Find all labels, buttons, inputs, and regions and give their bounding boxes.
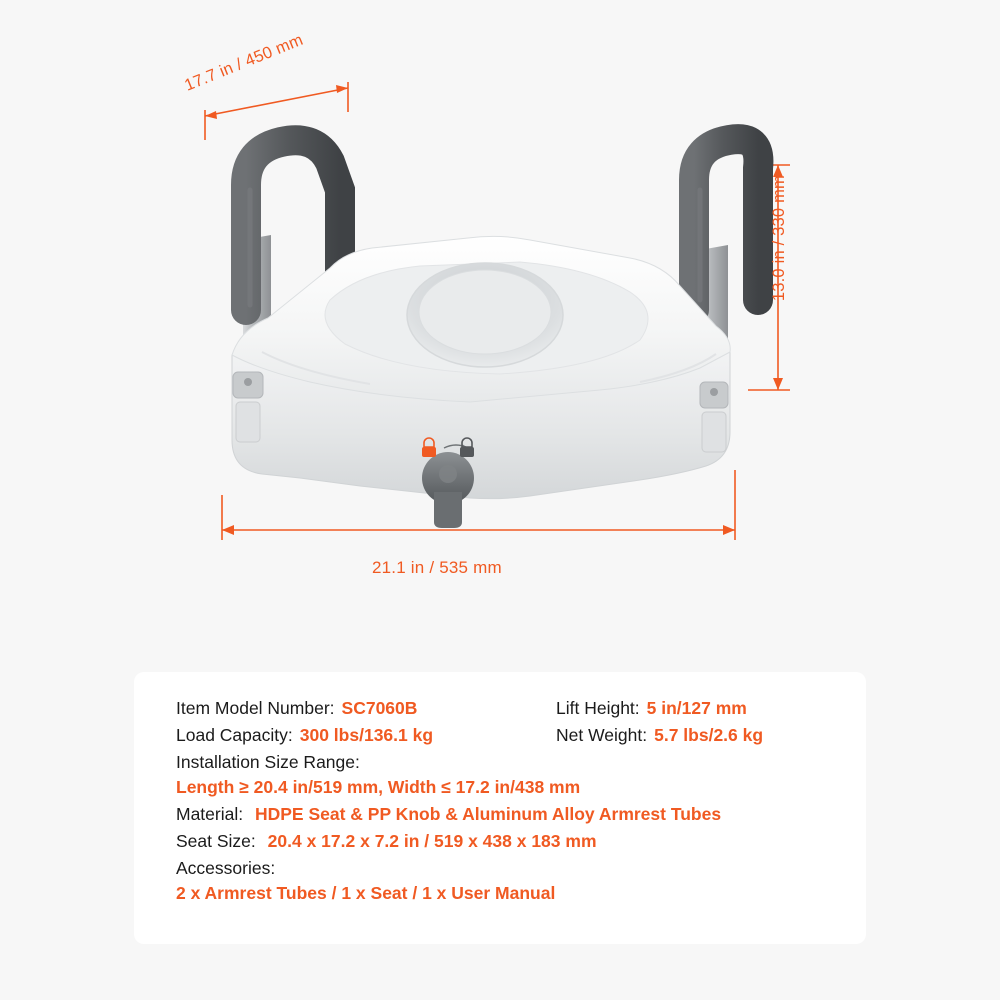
spec-value-material: HDPE Seat & PP Knob & Aluminum Alloy Armrest Tubes	[254, 804, 722, 824]
spec-item-net-weight	[556, 725, 763, 746]
clamp-right	[700, 382, 728, 452]
spec-row-model-lift	[134, 698, 866, 719]
dimension-label-width: 21.1 in / 535 mm	[372, 558, 502, 577]
spec-item-model-number	[176, 698, 556, 719]
spec-label-accessories: Accessories:	[176, 858, 276, 878]
spec-label-material: Material:	[176, 804, 244, 824]
spec-row-seat-size	[134, 831, 866, 852]
spec-row-material	[134, 804, 866, 825]
seat-opening-inner	[419, 270, 551, 354]
spec-label-net-weight: Net Weight:	[556, 725, 648, 745]
spec-value-accessories: 2 x Armrest Tubes / 1 x Seat / 1 x User Manual	[176, 883, 556, 903]
lock-knob	[422, 452, 474, 528]
spec-label-model-number: Item Model Number:	[176, 698, 335, 718]
specification-card	[134, 672, 866, 944]
spec-value-model-number: SC7060B	[341, 698, 418, 718]
clamp-left	[233, 372, 263, 442]
spec-row-load-weight	[134, 725, 866, 746]
spec-label-installation-size: Installation Size Range:	[176, 752, 360, 772]
spec-value-seat-size: 20.4 x 17.2 x 7.2 in / 519 x 438 x 183 mm	[267, 831, 597, 851]
spec-value-load-capacity: 300 lbs/136.1 kg	[299, 725, 434, 745]
spec-value-net-weight: 5.7 lbs/2.6 kg	[654, 725, 764, 745]
spec-label-seat-size: Seat Size:	[176, 831, 256, 851]
spec-label-load-capacity: Load Capacity:	[176, 725, 293, 745]
dimension-label-depth: 17.7 in / 450 mm	[182, 30, 306, 95]
spec-value-lift-height: 5 in/127 mm	[646, 698, 747, 718]
spec-value-installation-size: Length ≥ 20.4 in/519 mm, Width ≤ 17.2 in/438 mm	[176, 777, 581, 797]
spec-label-lift-height: Lift Height:	[556, 698, 640, 718]
dimension-label-armrest-height: 13.0 in / 330 mm	[770, 175, 788, 302]
spec-item-lift-height	[556, 698, 747, 719]
spec-item-load-capacity	[176, 725, 556, 746]
